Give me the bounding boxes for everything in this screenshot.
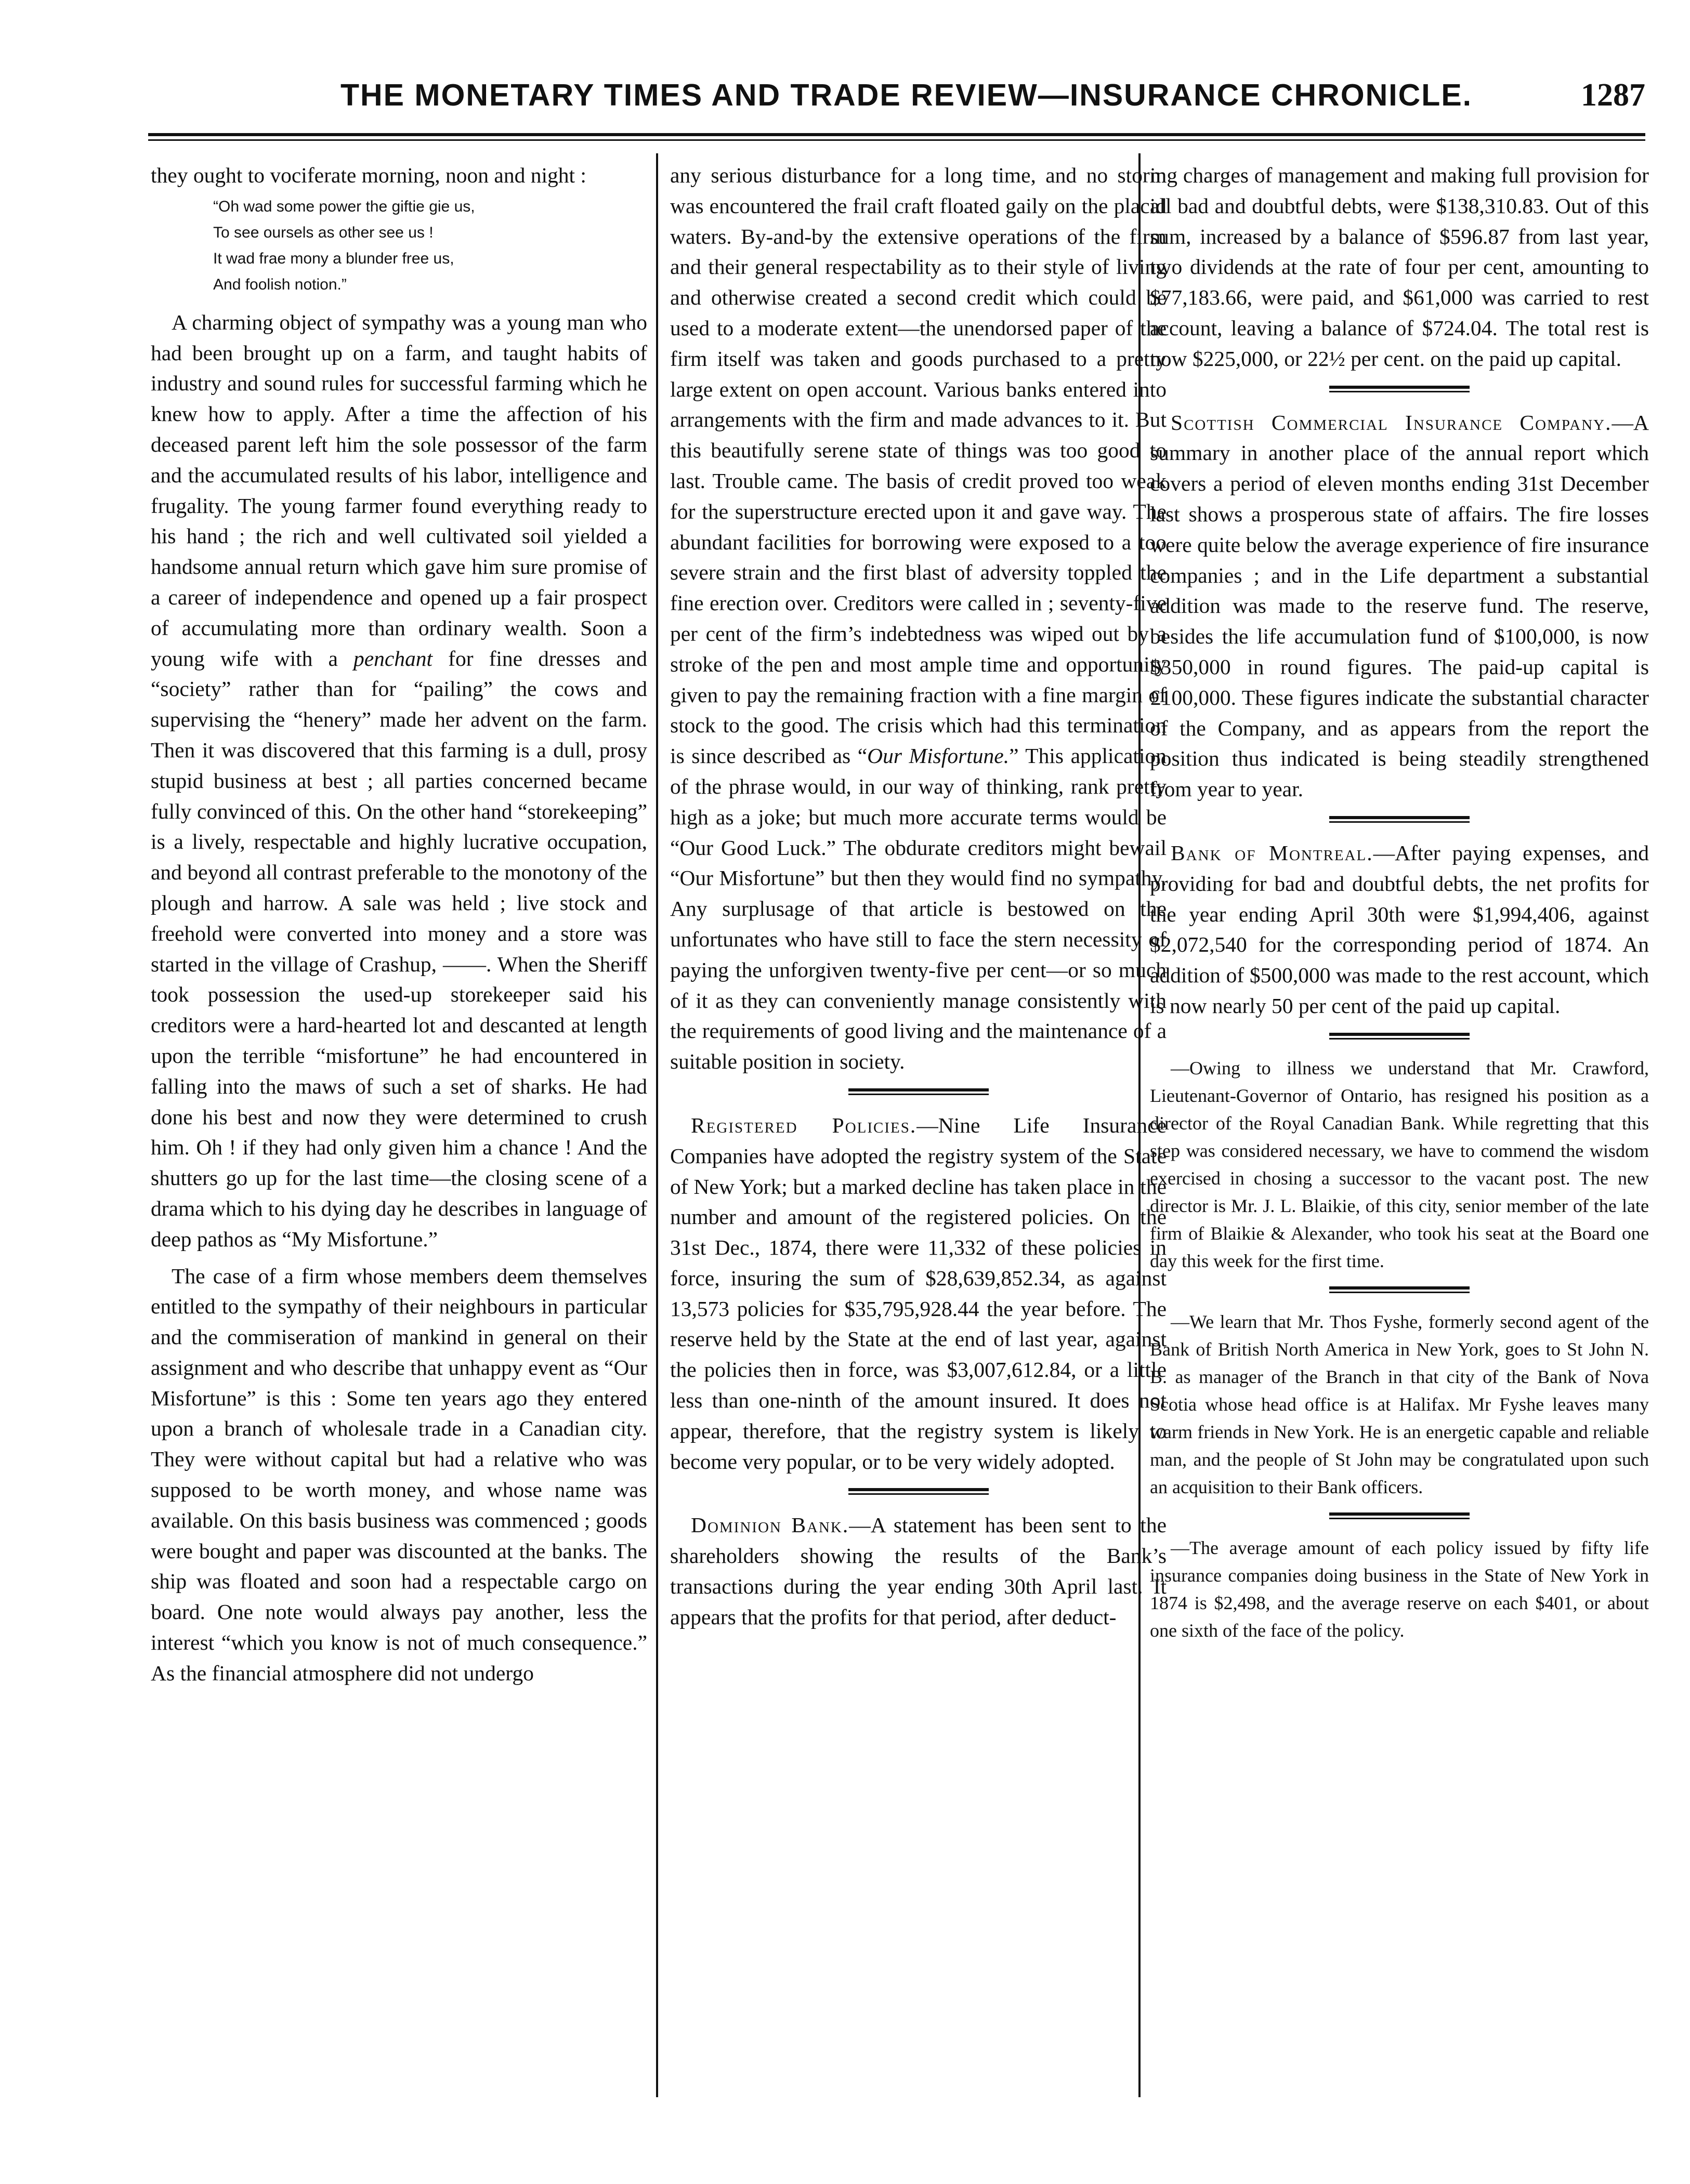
section-separator	[1329, 1033, 1470, 1040]
text-run: for fine dresses and “society” rather than for “pailing” the cows and supervising the “henery” made her advent on the farm. Then it was discovered that this farming is a dull, prosy stupid business at best ; all parties concerned became fully convinced of this. On the other hand “storekeeping” is a lively, respectable and highly lucrative occupation, and beyond all contrast preferable to the monotony of the plough and harrow. A sale was held ; live stock and freehold were converted into money and a store was started in the village of Crashup, ——. When the Sheriff took possession the used-up storekeeper said his creditors were a hard-hearted lot and descanted at length upon the terrible “misfortune” he had encountered in falling into the maws of such a set of sharks. He had done his best and now they were determined to crush him. Oh ! if they had only given him a chance ! And the shutters go up for the last time—the closing scene of a drama which to his dying day he describes in language of deep pathos as “My Misfortune.”	[151, 646, 647, 1251]
italic-text: penchant	[353, 646, 433, 670]
page-header	[148, 72, 1645, 119]
crawford-note: —Owing to illness we understand that Mr. Crawford, Lieutenant-Governor of Ontario, has resigned his position as a director of the Royal Canadian Bank. While regretting that this step was considered necessary, we have to commend the wisdom exercised in chosing a successor to the vacant post. The new director is Mr. J. L. Blaikie, of this city, senior member of the late firm of Blaikie & Alexander, who took his seat at the Board one day this week for the first time.	[1150, 1057, 1649, 1271]
section-separator	[1329, 816, 1470, 823]
quote-line: “Oh wad some power the giftie gie us,	[213, 198, 475, 215]
page-number: 1287	[1581, 77, 1645, 113]
article-text: —A statement has been sent to the shareholders showing the results of the Bank’s transactions during the year ending 30th April last. It appears that the profits for that period, after deduct-	[670, 1513, 1167, 1629]
quote-line: To see oursels as other see us !	[213, 223, 434, 241]
quote-line: It wad frae mony a blunder free us,	[213, 249, 454, 267]
italic-text: Our Misfortune.	[867, 744, 1010, 768]
col3-paragraph-1: ing charges of management and making full provision for all bad and doubtful debts, were $138,310.83. Out of this sum, increased by a balance of $596.87 from last year, two dividends at the rate of four per cent, amounting to $77,183.66, were paid, and $61,000 was carried to rest account, leaving a balance of $724.04. The total rest is now $225,000, or 22½ per cent. on the paid up capital.	[1150, 163, 1649, 371]
fyshe-note: —We learn that Mr. Thos Fyshe, formerly second agent of the Bank of British North America in New York, goes to St John N. B. as manager of the Branch in that city of the Bank of Nova Scotia whose head office is at Halifax. Mr Fyshe leaves many warm friends in New York. He is an energetic capable and reliable man, and the people of St John may be congratulated upon such an acquisition to their Bank officers.	[1150, 1311, 1649, 1497]
average-policy-note: —The average amount of each policy issued by fifty life insurance companies doing business in the State of New York in 1874 is $2,498, and the average reserve on each $401, or about one sixth of the face of the policy.	[1150, 1537, 1649, 1641]
section-separator	[1329, 1512, 1470, 1520]
column-2	[670, 160, 1167, 1633]
scottish-commercial-article	[1150, 407, 1649, 805]
header-rule-thin	[148, 139, 1645, 141]
col1-paragraph-2	[151, 307, 647, 1255]
text-run: ” This application of the phrase would, in our way of thinking, rank pretty high as a joke; but much more accurate terms would be “Our Good Luck.” The obdurate creditors might bewail “Our Misfortune” but then they would find no sympathy. Any surplusage of that article is bestowed on the unfortunates who have still to face the stern necessity of paying the unforgiven twenty-five per cent—or so much of it as they can conveniently manage consistently with the requirements of good living and the maintenance of a suitable position in society.	[670, 744, 1167, 1074]
registered-policies-article	[670, 1110, 1167, 1477]
section-separator	[1329, 386, 1470, 393]
dominion-bank-article	[670, 1510, 1167, 1632]
article-heading: Scottish Commercial Insurance Company.	[1171, 410, 1612, 435]
section-separator	[848, 1088, 989, 1096]
column-divider-1	[656, 153, 658, 2097]
running-title: THE MONETARY TIMES AND TRADE REVIEW—INSURANCE CHRONICLE.	[340, 78, 1473, 112]
text-run: any serious disturbance for a long time, and no storm was encountered the frail craft floated gaily on the placid waters. By-and-by the extensive operations of the firm and their general respectability as to their style of living and otherwise created a second credit which could be used to a moderate extent—the unendorsed paper of the firm itself was taken and goods purchased to a pretty large extent on open account. Various banks entered into arrangements with the firm and made advances to it. But this beautifully serene state of things was too good to last. Trouble came. The basis of credit proved too weak for the superstructure erected upon it and gave way. The abundant facilities for borrowing were exposed to a too severe strain and the first blast of adversity toppled the fine erection over. Creditors were called in ; seventy-five per cent of the firm’s indebtedness was wiped out by a stroke of the pen and most ample time and opportunity given to pay the remaining fraction with a fine margin of stock to the good. The crisis which had this termination is since described as “	[670, 163, 1167, 768]
col2-paragraph-1	[670, 160, 1167, 1077]
article-heading: Bank of Montreal.	[1171, 840, 1373, 865]
section-separator	[848, 1488, 989, 1495]
article-heading: Dominion Bank.	[691, 1513, 849, 1537]
column-1	[151, 160, 647, 1689]
article-text: —A summary in another place of the annual report which covers a period of eleven months ending 31st December last shows a prosperous state of affairs. The fire losses were quite below the average experience of fire insurance companies ; and in the Life department a substantial addition was made to the reserve fund. The reserve, besides the life accumulation fund of $100,000, is now $350,000 in round figures. The paid-up capital is £100,000. These figures indicate the substantial character of the Company, and as appears from the report the position thus indicated is being steadily strengthened from year to year.	[1150, 410, 1649, 801]
poem-quote	[213, 194, 647, 298]
text-run: A charming object of sympathy was a young man who had been brought up on a farm, and taught habits of industry and sound rules for successful farming which he knew how to apply. After a time the affection of his deceased parent left him the sole possessor of the farm and the accumulated results of his labor, intelligence and frugality. The young farmer found everything ready to his hand ; the rich and well cultivated soil yielded a handsome annual return which gave him sure promise of a career of independence and opened up a fair prospect of accumulating more than ordinary wealth. Soon a young wife with a	[151, 310, 647, 670]
article-text: —After paying expenses, and providing for bad and doubtful debts, the net profits for the year ending April 30th were $1,994,406, against $2,072,540 for the corresponding period of 1874. An addition of $500,000 was made to the rest account, which is now nearly 50 per cent of the paid up capital.	[1150, 840, 1649, 1018]
col1-paragraph-1: they ought to vociferate morning, noon and night :	[151, 163, 586, 187]
bank-of-montreal-article	[1150, 838, 1649, 1021]
section-separator	[1329, 1286, 1470, 1294]
article-text: —Nine Life Insurance Companies have adopted the registry system of the State of New York; but a marked decline has taken place in the number and amount of the registered policies. On the 31st Dec., 1874, there were 11,332 of these policies in force, insuring the sum of $28,639,852.34, as against 13,573 policies for $35,795,928.44 the year before. The reserve held by the State at the end of last year, against the policies then in force, was $3,007,612.84, or a little less than one-ninth of the amount insured. It does not appear, therefore, that the registry system is likely to become very popular, or to be very widely adopted.	[670, 1113, 1167, 1473]
article-heading: Registered Policies.	[691, 1113, 917, 1137]
header-rule-thick	[148, 133, 1645, 136]
col1-paragraph-3: The case of a firm whose members deem themselves entitled to the sympathy of their neighbours in particular and the commiseration of mankind in general on their assignment and who describe that unhappy event as “Our Misfortune” is this : Some ten years ago they entered upon a branch of wholesale trade in a Canadian city. They were without capital but had a relative who was supposed to be worth money, and whose name was available. On this basis business was commenced ; goods were bought and paper was discounted at the banks. The ship was floated and soon had a respectable cargo on board. One note would always pay another, less the interest “which you know is not of much consequence.” As the financial atmosphere did not undergo	[151, 1264, 647, 1685]
quote-line: And foolish notion.”	[213, 275, 347, 293]
column-3	[1150, 160, 1649, 1644]
